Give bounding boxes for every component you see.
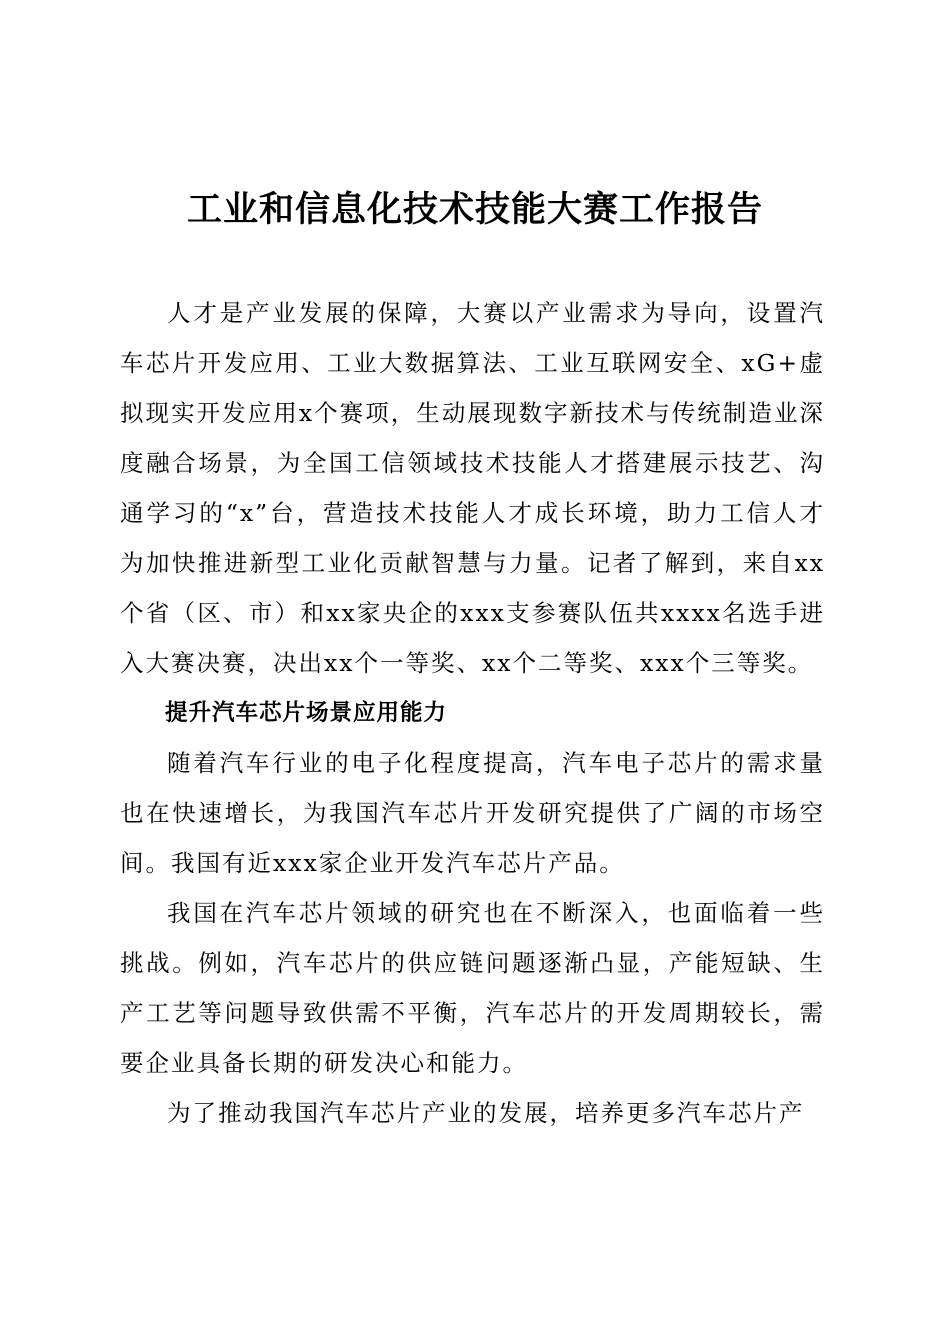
document-title: 工业和信息化技术技能大赛工作报告 — [186, 189, 763, 230]
section-paragraph-1: 随着汽车行业的电子化程度提高，汽车电子芯片的需求量也在快速增长，为我国汽车芯片开发研究提供了广阔的市场空间。我国有近xxx家企业开发汽车芯片产品。 — [120, 749, 825, 877]
document-body — [120, 288, 825, 1138]
section-paragraph-2: 我国在汽车芯片领域的研究也在不断深入，也面临着一些挑战。例如，汽车芯片的供应链问题逐渐凸显，产能短缺、生产工艺等问题导致供需不平衡，汽车芯片的开发周期较长，需要企业具备长期的研发决心和能力。 — [120, 899, 825, 1077]
section-heading: 提升汽车芯片场景应用能力 — [165, 700, 448, 726]
section-paragraph-3: 为了推动我国汽车芯片产业的发展，培养更多汽车芯片产 — [167, 1099, 805, 1127]
intro-paragraph: 人才是产业发展的保障，大赛以产业需求为导向，设置汽车芯片开发应用、工业大数据算法、工业互联网安全、xG+虚拟现实开发应用x个赛项，生动展现数字新技术与传统制造业深度融合场景，为全国工信领域技术技能人才搭建展示技艺、沟通学习的“x”台，营造技术技能人才成长环境，助力工信人才为加快推进新型工业化贡献智慧与力量。记者了解到，来自xx个省（区、市）和xx家央企的xxx支参赛队伍共xxxx名选手进入大赛决赛，决出xx个一等奖、xx个二等奖、xxx个三等奖。 — [120, 299, 825, 677]
